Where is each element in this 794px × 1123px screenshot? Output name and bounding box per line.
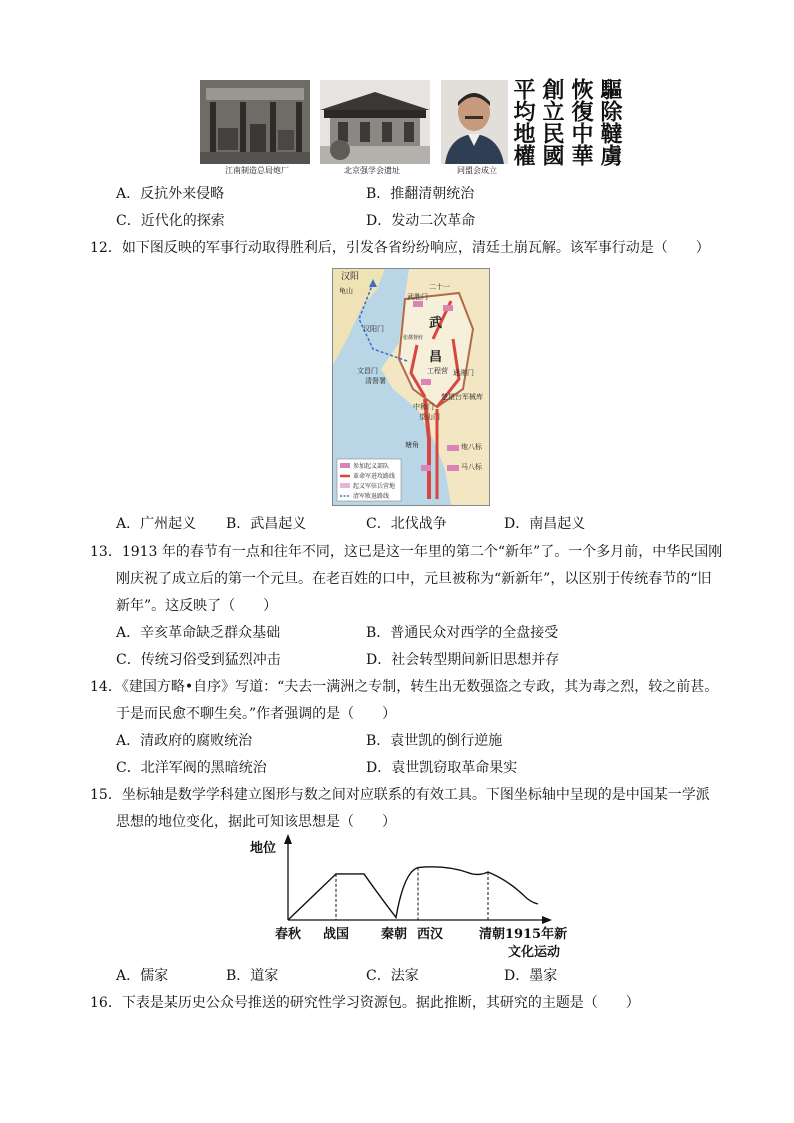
x-tick-label-5: 清朝	[478, 927, 506, 942]
photo-qiangxuehui-site	[320, 80, 430, 164]
map-svg	[333, 269, 489, 505]
q13-line-2: 刚庆祝了成立后的第一个元旦。在老百姓的口中，元旦被称为“新新年”，以区别于传统春节的“旧	[116, 571, 712, 587]
map-label-hanyangmen: 汉阳门	[363, 325, 384, 333]
caption-qiangxuehui: 北京强学会遗址	[344, 166, 400, 175]
x-tick-label-3: 秦朝	[380, 927, 408, 942]
q13-option-d[interactable]: D．社会转型期间新旧思想并存	[366, 652, 560, 668]
q15-line-2: 思想的地位变化，据此可知该思想是（ ）	[116, 814, 396, 830]
legend-item-retreat: 清军败退路线	[353, 493, 390, 500]
wuchang-uprising-map	[332, 268, 490, 506]
q14-option-d[interactable]: D．袁世凯窃取革命果实	[366, 760, 518, 776]
map-label-bianyin: 炮八标	[461, 443, 482, 451]
map-label-qingduyamen: 清督署	[365, 377, 386, 385]
q15-option-c[interactable]: C．法家	[366, 968, 419, 984]
q11-option-b[interactable]: B．推翻清朝统治	[366, 186, 475, 202]
q15-option-d[interactable]: D．墨家	[504, 968, 558, 984]
q12-option-d[interactable]: D．南昌起义	[504, 516, 586, 532]
legend-item-attack: 革命军进攻路线	[353, 473, 396, 480]
map-label-ershiyi: 二十一	[429, 283, 450, 291]
calligraphy-col-3: 創立民國	[539, 78, 565, 166]
map-label-hanyang: 汉阳	[341, 272, 360, 282]
y-axis-label: 地位	[250, 841, 277, 856]
map-label-tongxiangmen: 通湘门	[453, 369, 474, 377]
q14-option-a[interactable]: A．清政府的腐败统治	[116, 733, 253, 749]
legend-item-camp: 起义军驻兵营地	[353, 483, 396, 490]
map-label-wu: 武	[429, 316, 443, 331]
caption-jiangnan: 江南制造总局炮厂	[225, 166, 289, 175]
arsenal-illustration	[200, 80, 310, 164]
x-axis-arrow	[542, 916, 552, 924]
calligraphy-col-4: 平均地權	[510, 78, 536, 166]
map-label-sanshi: 马八标	[461, 463, 482, 471]
q12-option-b[interactable]: B．武昌起义	[226, 516, 307, 532]
calligraphy-slogan	[510, 78, 622, 170]
y-axis-arrow	[284, 834, 292, 844]
map-label-tangjiao: 塘角	[405, 441, 419, 449]
q13-line-3: 新年”。这反映了（ ）	[116, 598, 278, 614]
status-chart-svg	[246, 834, 576, 962]
map-label-wushengmen: 武胜门	[407, 293, 428, 301]
map-label-gongchengying: 工程营	[427, 367, 448, 375]
x-tick-label-4: 西汉	[416, 927, 444, 942]
q15-option-a[interactable]: A．儒家	[116, 968, 169, 984]
q13-option-b[interactable]: B．普通民众对西学的全盘接受	[366, 625, 559, 641]
photo-sun-yatsen-portrait	[441, 80, 508, 164]
q11-option-a[interactable]: A．反抗外来侵略	[116, 186, 225, 202]
q14-line-2: 于是而民愈不聊生矣。”作者强调的是（ ）	[116, 706, 397, 722]
map-label-wenchangmen: 文昌门	[357, 367, 378, 375]
calligraphy-col-2: 恢復中華	[568, 78, 594, 166]
qiangxuehui-illustration	[320, 80, 430, 164]
q16-stem: 16．下表是某历史公众号推送的研究性学习资源包。据此推断，其研究的主题是（ ）	[90, 995, 640, 1011]
q12-option-c[interactable]: C．北伐战争	[366, 516, 447, 532]
caption-tongmenghui: 同盟会成立	[457, 166, 497, 175]
status-line	[288, 867, 538, 920]
photo-jiangnan-arsenal	[200, 80, 310, 164]
q14-line-1: 14．《建国方略•自序》写道：“夫去一满洲之专制，转生出无数强盗之专政，其为毒之烈，较之前甚。	[90, 679, 719, 695]
q13-option-c[interactable]: C．传统习俗受到猛烈冲击	[116, 652, 281, 668]
q11-option-c[interactable]: C．近代化的探索	[116, 213, 225, 229]
q14-option-c[interactable]: C．北洋军阀的黑暗统治	[116, 760, 267, 776]
q13-option-a[interactable]: A．辛亥革命缺乏群众基础	[116, 625, 281, 641]
map-label-chang: 昌	[429, 350, 443, 365]
legend-item-troops: 参加起义部队	[353, 463, 390, 470]
q13-line-1: 13．1913 年的春节有一点和往年不同，这已是这一年里的第二个“新年”了。一个多月前，中华民国刚	[90, 544, 723, 560]
portrait-illustration	[441, 80, 508, 164]
map-label-junxieku: 楚望台军械库	[441, 393, 483, 401]
q12-stem: 12．如下图反映的军事行动取得胜利后，引发各省纷纷响应，清廷土崩瓦解。该军事行动是（ ）	[90, 240, 710, 256]
q11-option-d[interactable]: D．发动二次革命	[366, 213, 476, 229]
status-chart	[246, 834, 576, 962]
q12-option-a[interactable]: A．广州起义	[116, 516, 197, 532]
x-tick-label-2: 战国	[322, 927, 350, 942]
map-label-zhangdu: 张都督府	[403, 335, 424, 341]
calligraphy-col-1: 驅除韃虜	[597, 78, 623, 166]
q14-option-b[interactable]: B．袁世凯的倒行逆施	[366, 733, 503, 749]
x-tick-label-6-line2: 文化运动	[507, 945, 561, 960]
q15-line-1: 15．坐标轴是数学学科建立图形与数之间对应联系的有效工具。下图坐标轴中呈现的是中国某一学派	[90, 787, 710, 803]
map-label-guishan: 龟山	[339, 287, 353, 295]
q15-option-b[interactable]: B．道家	[226, 968, 279, 984]
x-tick-label-1: 春秋	[274, 927, 302, 942]
x-tick-label-6: 1915年新	[504, 927, 568, 942]
map-label-wangshan: 望山门	[419, 413, 440, 421]
map-label-zhongheng: 中和门	[413, 403, 434, 411]
